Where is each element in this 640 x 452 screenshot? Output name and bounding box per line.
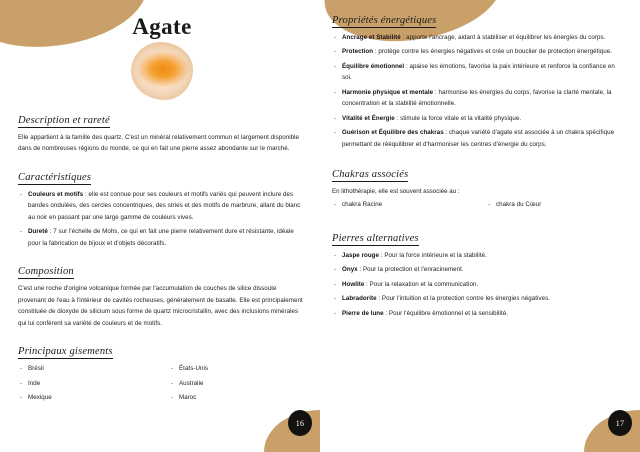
list-item bbox=[332, 46, 626, 57]
section-heading: Description et rareté bbox=[18, 115, 110, 126]
list-item-term: Dureté bbox=[28, 228, 48, 236]
list-item: - Australie bbox=[169, 378, 306, 389]
page-right-content bbox=[332, 10, 626, 452]
chakras-columns bbox=[332, 199, 626, 213]
list-item-term: Couleurs et motifs bbox=[28, 190, 84, 198]
section-heading: Composition bbox=[18, 266, 74, 278]
list-item bbox=[332, 264, 626, 275]
page-left-content bbox=[18, 6, 306, 452]
list-item-text: : chaque variété d'agate est associée à un chakra spécifique permettant de rééquilibrer et d'harmoniser les centres d'énergie du corps. bbox=[342, 129, 615, 148]
section-paragraph: C'est une roche d'origine volcanique formée par l'accumulation de couches de silice dissoute provenant de l'eau à l'intérieur de cavités rocheuses, généralement de basalte. Elle est principalement constituée de dioxyde de silicium sous forme de quartz microcristallin, avec des inclusions minérales qui lui confèrent sa variété de couleurs et de motifs. bbox=[18, 285, 303, 327]
page-title: Agate bbox=[132, 14, 192, 39]
gisements-columns bbox=[18, 363, 306, 406]
list-item-term: Labradorite bbox=[342, 295, 377, 303]
section-description-et-rarete bbox=[18, 110, 306, 155]
list-item bbox=[332, 308, 626, 319]
section-heading: Pierres alternatives bbox=[332, 232, 419, 244]
list-item: - Maroc bbox=[169, 392, 306, 403]
list-item bbox=[18, 189, 306, 223]
agate-stone-figure bbox=[18, 42, 306, 100]
list-item-term: Ancrage et Stabilité bbox=[342, 34, 401, 41]
chakras-column-b bbox=[486, 199, 626, 213]
chakras-intro: En lithothérapie, elle est souvent associée au : bbox=[332, 188, 460, 196]
list-item-text: : Pour la relaxation et la communication. bbox=[364, 280, 479, 288]
list-item-text: : 7 sur l'échelle de Mohs, ce qui en fait une pierre relativement dure et résistante, idéale pour la fabrication de bijoux et d'objets décoratifs. bbox=[28, 228, 294, 247]
list-item-text: : Pour la force intérieure et la stabilité. bbox=[379, 251, 487, 259]
list-item bbox=[18, 226, 306, 249]
list-item bbox=[332, 32, 626, 43]
section-pierres-alternatives bbox=[332, 228, 626, 319]
list-item bbox=[332, 250, 626, 261]
section-heading: Chakras associés bbox=[332, 169, 409, 181]
list-item-text: : Pour la protection et l'enracinement. bbox=[357, 266, 464, 274]
list-item-term: Vitalité et Énergie bbox=[342, 114, 395, 122]
page-number-right: 17 bbox=[608, 410, 632, 436]
list-item-term: Jaspe rouge bbox=[342, 251, 380, 259]
list-item bbox=[332, 87, 626, 110]
list-item-term: Pierre de lune bbox=[342, 309, 384, 317]
list-item-text: : apporte l'ancrage, aidant à stabiliser et équilibrer les énergies du corps. bbox=[400, 34, 606, 41]
gisements-column-b bbox=[169, 363, 306, 406]
section-heading: Principaux gisements bbox=[18, 346, 113, 358]
page-right bbox=[320, 0, 640, 452]
list-item-term: Harmonie physique et mentale bbox=[342, 88, 434, 96]
list-item: - États-Unis bbox=[169, 363, 306, 374]
chakras-column-a bbox=[332, 199, 472, 213]
list-item bbox=[332, 61, 626, 84]
section-heading: Propriétés énergétiques bbox=[332, 15, 437, 26]
list-item-text: : apaise les émotions, favorise la paix intérieure et renforce la confiance en soi. bbox=[342, 62, 615, 82]
list-item-term: Howlite bbox=[342, 280, 365, 288]
list-item-text: : harmonise les énergies du corps, favorise la clarté mentale, la concentration et la stabilité émotionnelle. bbox=[342, 88, 612, 108]
list-item-text: : Pour l'intuition et la protection contre les énergies négatives. bbox=[376, 295, 551, 303]
list-item-text: : protège contre les énergies négatives et crée un bouclier de protection énergétique. bbox=[373, 48, 613, 56]
list-item: - Brésil bbox=[18, 363, 155, 374]
list-item-term: Équilibre émotionnel bbox=[342, 62, 405, 70]
list-item: - Inde bbox=[18, 378, 155, 389]
page-number-left: 16 bbox=[288, 410, 312, 436]
list-item: - chakra du Cœur bbox=[486, 199, 626, 210]
list-item-term: Protection bbox=[342, 48, 374, 56]
list-item-text: : Pour l'équilibre émotionnel et la sensibilité. bbox=[383, 309, 508, 317]
section-paragraph: Elle appartient à la famille des quartz. C'est un minéral relativement commun et largement disponible dans de nombreuses régions du monde, ce qui en fait une pierre assez abondante sur le marché. bbox=[18, 134, 300, 153]
list-item bbox=[332, 279, 626, 290]
list-item bbox=[332, 127, 626, 150]
caracteristiques-list bbox=[18, 189, 306, 249]
list-item: - Mexique bbox=[18, 392, 155, 403]
list-item-term: Guérison et Équilibre des chakras bbox=[342, 129, 444, 137]
list-item-text: : stimule la force vitale et la vitalité physique. bbox=[394, 114, 522, 122]
section-heading: Caractéristiques bbox=[18, 171, 92, 183]
list-item-text: : elle est connue pour ses couleurs et motifs variés qui peuvent inclure des bandes ondulées, des cercles concentriques, des stries et des motifs de marbrure, allant du blanc au noir en passant par une large gamme de couleurs vives. bbox=[28, 190, 301, 221]
proprietes-list bbox=[332, 32, 626, 150]
pierres-alternatives-list bbox=[332, 250, 626, 319]
agate-stone-image bbox=[131, 42, 193, 100]
section-composition bbox=[18, 261, 306, 329]
section-principaux-gisements bbox=[18, 341, 306, 406]
list-item bbox=[332, 113, 626, 124]
section-proprietes-energetiques bbox=[332, 10, 626, 150]
section-caracteristiques bbox=[18, 167, 306, 249]
section-chakras-associes bbox=[332, 164, 626, 214]
list-item: - chakra Racine bbox=[332, 199, 472, 210]
gisements-column-a bbox=[18, 363, 155, 406]
list-item bbox=[332, 293, 626, 304]
list-item-term: Onyx bbox=[342, 266, 358, 274]
